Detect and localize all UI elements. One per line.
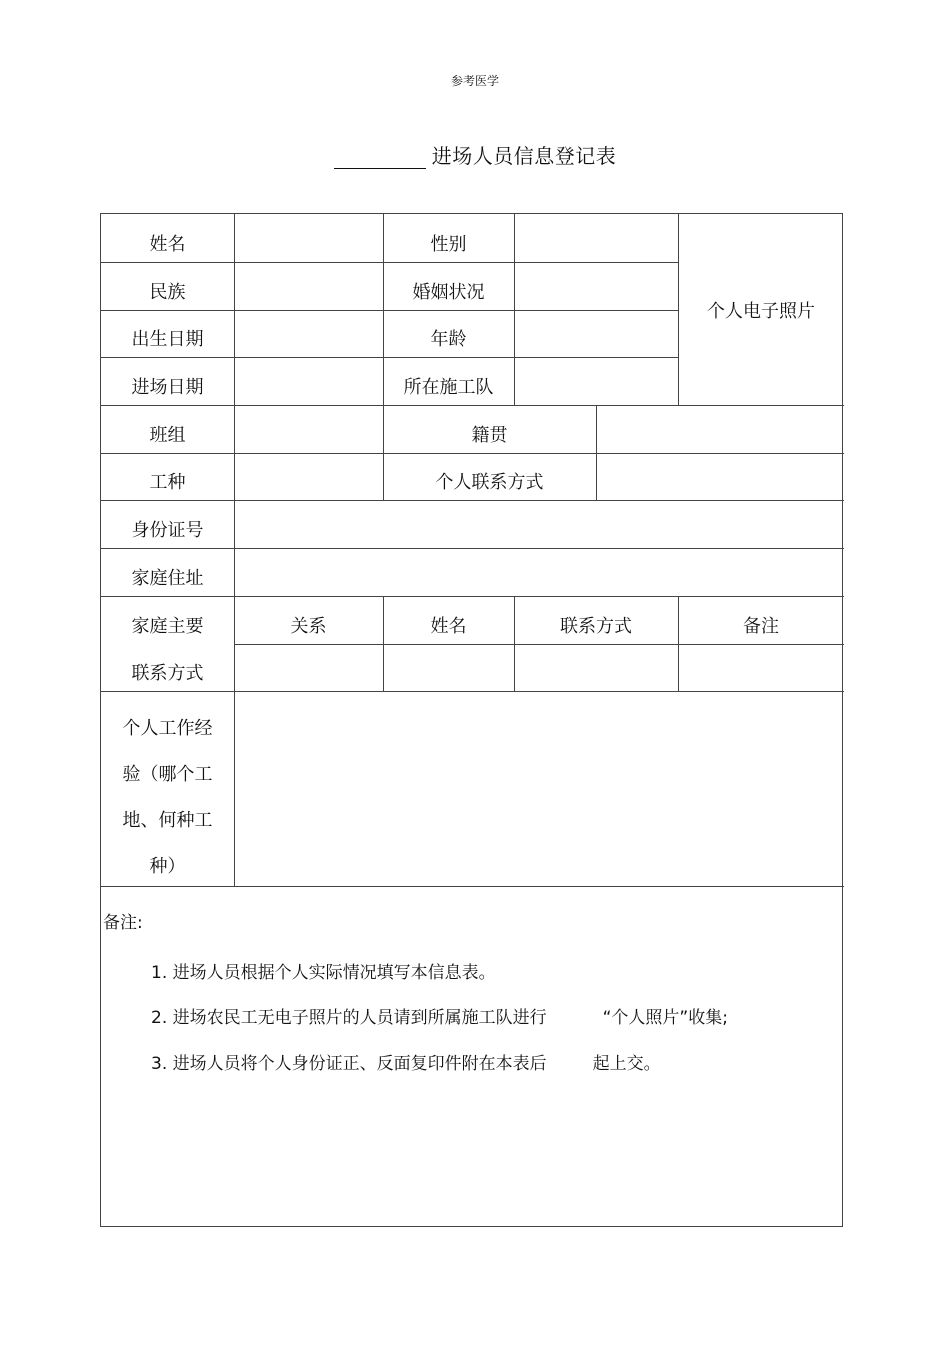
input-work-experience[interactable] [234, 691, 844, 886]
work-experience-line3: 地、何种工 [122, 810, 213, 831]
input-gender[interactable] [514, 214, 678, 262]
col-relation: 关系 [290, 616, 327, 637]
input-construction-team[interactable] [514, 357, 678, 405]
notes-label: 备注: [103, 913, 143, 933]
label-trade: 工种 [149, 472, 186, 493]
input-id-number[interactable] [234, 500, 844, 548]
input-trade[interactable] [234, 453, 383, 500]
col-family-name: 姓名 [430, 616, 467, 637]
label-age: 年龄 [430, 329, 467, 350]
work-experience-line1: 个人工作经 [122, 718, 213, 739]
input-name[interactable] [234, 214, 383, 262]
note-item-1 [151, 958, 496, 983]
registration-form [100, 213, 843, 1227]
input-group[interactable] [234, 405, 383, 453]
input-birth-date[interactable] [234, 310, 383, 357]
input-marital-status[interactable] [514, 262, 678, 310]
label-birth-date: 出生日期 [131, 329, 204, 350]
note-item-2 [151, 1003, 728, 1028]
label-ethnicity: 民族 [149, 282, 186, 303]
work-experience-line2: 验（哪个工 [122, 764, 213, 785]
label-group: 班组 [149, 425, 186, 446]
title-blank-line[interactable] [334, 148, 426, 169]
label-family-line1: 家庭主要 [131, 616, 204, 637]
input-ethnicity[interactable] [234, 262, 383, 310]
work-experience-line4: 种） [149, 856, 186, 877]
col-family-remark: 备注 [743, 616, 779, 637]
photo-box[interactable]: 个人电子照片 [707, 300, 815, 322]
page-header: 参考医学 [450, 74, 499, 88]
note-item-2-text-a: 2. 进场农民工无电子照片的人员请到所属施工队进行 [151, 1008, 547, 1028]
note-item-2-text-b: “个人照片”收集; [602, 1008, 728, 1028]
form-title-text: 进场人员信息登记表 [431, 144, 617, 168]
label-id-number: 身份证号 [131, 520, 204, 541]
note-item-1-text: 1. 进场人员根据个人实际情况填写本信息表。 [151, 963, 496, 983]
label-family-line2: 联系方式 [131, 663, 204, 684]
input-native-place[interactable] [596, 405, 844, 453]
label-personal-contact: 个人联系方式 [435, 472, 544, 493]
label-entry-date: 进场日期 [131, 377, 204, 398]
note-item-3-text-b: 起上交。 [592, 1054, 661, 1074]
input-family-name[interactable] [383, 644, 514, 691]
input-age[interactable] [514, 310, 678, 357]
input-family-relation[interactable] [234, 644, 383, 691]
input-family-remark[interactable] [678, 644, 844, 691]
input-personal-contact[interactable] [596, 453, 844, 500]
label-work-experience [101, 706, 234, 886]
label-marital-status: 婚姻状况 [412, 282, 485, 303]
label-gender: 性别 [430, 234, 467, 255]
label-construction-team: 所在施工队 [403, 377, 494, 398]
label-native-place: 籍贯 [471, 425, 508, 446]
input-home-address[interactable] [234, 548, 844, 596]
label-name: 姓名 [149, 234, 186, 255]
input-entry-date[interactable] [234, 357, 383, 405]
label-home-address: 家庭住址 [131, 568, 204, 589]
form-title [0, 140, 950, 169]
note-item-3-text-a: 3. 进场人员将个人身份证正、反面复印件附在本表后 [151, 1054, 547, 1074]
input-family-contact[interactable] [514, 644, 678, 691]
col-family-contact: 联系方式 [560, 616, 632, 637]
note-item-3 [151, 1049, 661, 1074]
